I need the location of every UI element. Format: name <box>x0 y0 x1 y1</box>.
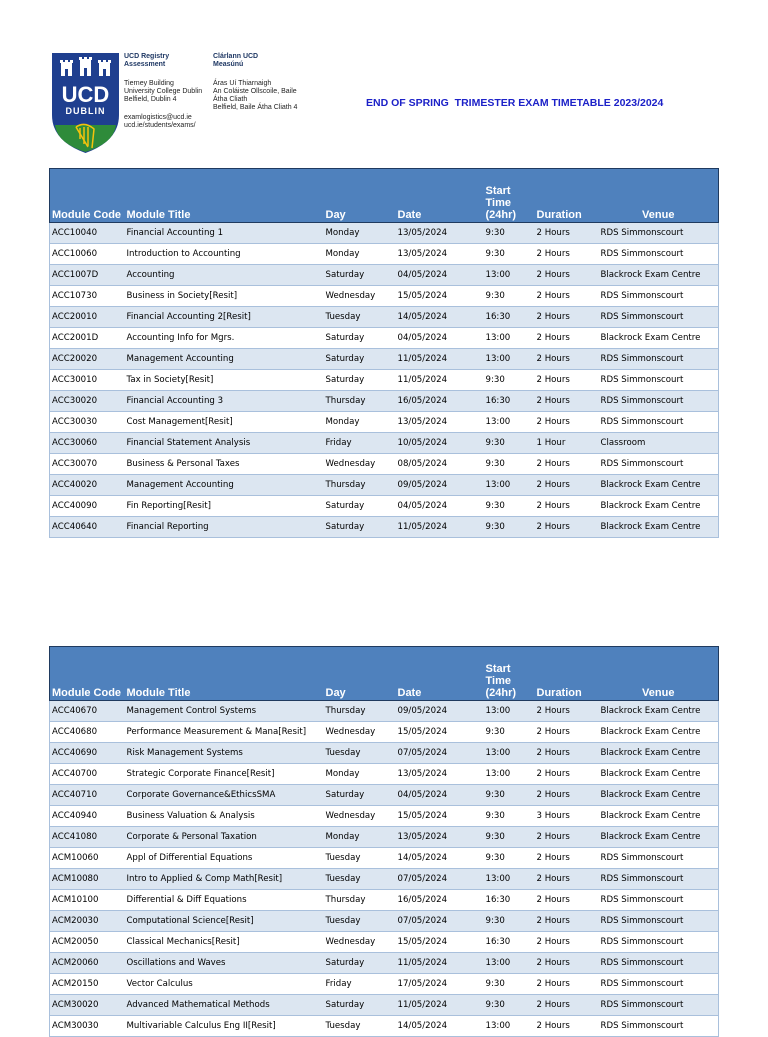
page-title: END OF SPRING TRIMESTER EXAM TIMETABLE 2023/2024 <box>366 97 664 109</box>
cell-module-code: ACM20150 <box>50 974 125 995</box>
cell-date: 15/05/2024 <box>396 722 484 743</box>
table-row <box>50 764 719 785</box>
table-row <box>50 349 719 370</box>
column-header-module-code: Module Code <box>50 647 125 701</box>
column-header-venue: Venue <box>599 647 719 701</box>
table-row <box>50 517 719 538</box>
cell-start-time: 13:00 <box>484 764 535 785</box>
cell-venue: RDS Simmonscourt <box>599 890 719 911</box>
cell-day: Saturday <box>324 265 396 286</box>
cell-date: 13/05/2024 <box>396 827 484 848</box>
cell-venue: RDS Simmonscourt <box>599 1016 719 1037</box>
cell-venue: RDS Simmonscourt <box>599 911 719 932</box>
cell-day: Thursday <box>324 701 396 722</box>
cell-start-time: 13:00 <box>484 953 535 974</box>
cell-venue: Blackrock Exam Centre <box>599 701 719 722</box>
cell-venue: Blackrock Exam Centre <box>599 722 719 743</box>
cell-module-title: Intro to Applied & Comp Math[Resit] <box>125 869 324 890</box>
cell-duration: 2 Hours <box>535 743 599 764</box>
cell-day: Saturday <box>324 496 396 517</box>
table-row <box>50 869 719 890</box>
cell-date: 04/05/2024 <box>396 328 484 349</box>
cell-day: Thursday <box>324 475 396 496</box>
cell-module-title: Business & Personal Taxes <box>125 454 324 475</box>
cell-duration: 2 Hours <box>535 370 599 391</box>
timetable-table-2 <box>49 646 719 1037</box>
cell-duration: 2 Hours <box>535 454 599 475</box>
table-row <box>50 391 719 412</box>
column-header-day: Day <box>324 647 396 701</box>
cell-start-time: 9:30 <box>484 454 535 475</box>
cell-module-code: ACC40670 <box>50 701 125 722</box>
cell-date: 11/05/2024 <box>396 370 484 391</box>
table-row <box>50 701 719 722</box>
cell-module-title: Business in Society[Resit] <box>125 286 324 307</box>
cell-date: 10/05/2024 <box>396 433 484 454</box>
cell-date: 13/05/2024 <box>396 244 484 265</box>
cell-day: Saturday <box>324 953 396 974</box>
cell-module-title: Computational Science[Resit] <box>125 911 324 932</box>
cell-module-title: Cost Management[Resit] <box>125 412 324 433</box>
cell-module-code: ACC20010 <box>50 307 125 328</box>
cell-duration: 2 Hours <box>535 265 599 286</box>
table-header-row <box>50 647 719 701</box>
cell-module-title: Differential & Diff Equations <box>125 890 324 911</box>
cell-date: 16/05/2024 <box>396 391 484 412</box>
cell-day: Tuesday <box>324 1016 396 1037</box>
column-header-venue: Venue <box>599 169 719 223</box>
cell-date: 07/05/2024 <box>396 743 484 764</box>
cell-module-code: ACC40700 <box>50 764 125 785</box>
cell-start-time: 13:00 <box>484 412 535 433</box>
cell-duration: 3 Hours <box>535 806 599 827</box>
cell-date: 14/05/2024 <box>396 1016 484 1037</box>
cell-module-title: Risk Management Systems <box>125 743 324 764</box>
column-header-module-title: Module Title <box>125 647 324 701</box>
cell-module-code: ACC1007D <box>50 265 125 286</box>
cell-module-code: ACC2001D <box>50 328 125 349</box>
cell-duration: 2 Hours <box>535 328 599 349</box>
cell-start-time: 13:00 <box>484 743 535 764</box>
cell-module-title: Business Valuation & Analysis <box>125 806 324 827</box>
cell-start-time: 9:30 <box>484 785 535 806</box>
cell-start-time: 13:00 <box>484 328 535 349</box>
cell-day: Wednesday <box>324 286 396 307</box>
cell-venue: RDS Simmonscourt <box>599 995 719 1016</box>
cell-day: Saturday <box>324 517 396 538</box>
cell-duration: 2 Hours <box>535 869 599 890</box>
cell-start-time: 16:30 <box>484 391 535 412</box>
cell-duration: 2 Hours <box>535 701 599 722</box>
cell-module-code: ACC30030 <box>50 412 125 433</box>
cell-module-code: ACM20050 <box>50 932 125 953</box>
table-row <box>50 496 719 517</box>
column-header-date: Date <box>396 169 484 223</box>
cell-duration: 2 Hours <box>535 244 599 265</box>
cell-module-title: Tax in Society[Resit] <box>125 370 324 391</box>
cell-day: Saturday <box>324 349 396 370</box>
table-row <box>50 806 719 827</box>
cell-module-title: Advanced Mathematical Methods <box>125 995 324 1016</box>
cell-day: Saturday <box>324 995 396 1016</box>
cell-venue: Blackrock Exam Centre <box>599 265 719 286</box>
cell-module-title: Oscillations and Waves <box>125 953 324 974</box>
cell-duration: 2 Hours <box>535 995 599 1016</box>
cell-start-time: 16:30 <box>484 307 535 328</box>
cell-venue: RDS Simmonscourt <box>599 869 719 890</box>
cell-module-title: Management Accounting <box>125 475 324 496</box>
cell-venue: Blackrock Exam Centre <box>599 328 719 349</box>
cell-module-code: ACC40690 <box>50 743 125 764</box>
column-header-duration: Duration <box>535 647 599 701</box>
cell-date: 08/05/2024 <box>396 454 484 475</box>
cell-venue: RDS Simmonscourt <box>599 953 719 974</box>
cell-module-title: Strategic Corporate Finance[Resit] <box>125 764 324 785</box>
cell-date: 15/05/2024 <box>396 806 484 827</box>
table-row <box>50 785 719 806</box>
cell-venue: RDS Simmonscourt <box>599 349 719 370</box>
cell-module-title: Introduction to Accounting <box>125 244 324 265</box>
cell-duration: 2 Hours <box>535 349 599 370</box>
registry-english-heading: UCD Registry Assessment <box>124 53 170 68</box>
cell-module-title: Corporate & Personal Taxation <box>125 827 324 848</box>
cell-day: Tuesday <box>324 307 396 328</box>
cell-module-code: ACC30070 <box>50 454 125 475</box>
cell-module-title: Financial Reporting <box>125 517 324 538</box>
cell-module-title: Management Accounting <box>125 349 324 370</box>
table-row <box>50 307 719 328</box>
cell-day: Wednesday <box>324 722 396 743</box>
contact-info: examlogistics@ucd.ie ucd.ie/students/exams/ <box>124 114 196 129</box>
cell-venue: Blackrock Exam Centre <box>599 806 719 827</box>
column-header-start-time: Start Time (24hr) <box>484 647 535 701</box>
table-row <box>50 286 719 307</box>
table-row <box>50 827 719 848</box>
cell-venue: Blackrock Exam Centre <box>599 517 719 538</box>
cell-day: Monday <box>324 827 396 848</box>
column-header-day: Day <box>324 169 396 223</box>
cell-module-title: Classical Mechanics[Resit] <box>125 932 324 953</box>
cell-module-title: Financial Accounting 1 <box>125 223 324 244</box>
cell-date: 07/05/2024 <box>396 911 484 932</box>
cell-module-code: ACC40020 <box>50 475 125 496</box>
cell-start-time: 13:00 <box>484 701 535 722</box>
cell-start-time: 9:30 <box>484 827 535 848</box>
cell-date: 16/05/2024 <box>396 890 484 911</box>
cell-module-code: ACM10100 <box>50 890 125 911</box>
cell-module-title: Management Control Systems <box>125 701 324 722</box>
cell-day: Thursday <box>324 391 396 412</box>
cell-day: Saturday <box>324 370 396 391</box>
cell-venue: Blackrock Exam Centre <box>599 475 719 496</box>
cell-date: 13/05/2024 <box>396 764 484 785</box>
cell-duration: 2 Hours <box>535 827 599 848</box>
cell-start-time: 9:30 <box>484 995 535 1016</box>
cell-date: 04/05/2024 <box>396 785 484 806</box>
cell-date: 11/05/2024 <box>396 349 484 370</box>
cell-day: Saturday <box>324 785 396 806</box>
cell-start-time: 13:00 <box>484 869 535 890</box>
cell-duration: 2 Hours <box>535 911 599 932</box>
cell-duration: 2 Hours <box>535 286 599 307</box>
cell-venue: RDS Simmonscourt <box>599 286 719 307</box>
cell-date: 14/05/2024 <box>396 307 484 328</box>
cell-date: 15/05/2024 <box>396 932 484 953</box>
cell-day: Tuesday <box>324 743 396 764</box>
cell-date: 07/05/2024 <box>396 869 484 890</box>
cell-start-time: 9:30 <box>484 370 535 391</box>
cell-start-time: 9:30 <box>484 974 535 995</box>
cell-duration: 2 Hours <box>535 785 599 806</box>
cell-venue: Classroom <box>599 433 719 454</box>
cell-module-code: ACC40710 <box>50 785 125 806</box>
cell-day: Tuesday <box>324 869 396 890</box>
cell-start-time: 9:30 <box>484 223 535 244</box>
cell-day: Monday <box>324 223 396 244</box>
column-header-start-time: Start Time (24hr) <box>484 169 535 223</box>
cell-module-title: Corporate Governance&EthicsSMA <box>125 785 324 806</box>
table-header-row <box>50 169 719 223</box>
cell-day: Tuesday <box>324 848 396 869</box>
cell-day: Wednesday <box>324 932 396 953</box>
column-header-date: Date <box>396 647 484 701</box>
cell-date: 17/05/2024 <box>396 974 484 995</box>
cell-duration: 2 Hours <box>535 890 599 911</box>
cell-module-code: ACC40680 <box>50 722 125 743</box>
cell-module-title: Multivariable Calculus Eng II[Resit] <box>125 1016 324 1037</box>
table-row <box>50 412 719 433</box>
cell-venue: RDS Simmonscourt <box>599 223 719 244</box>
cell-date: 14/05/2024 <box>396 848 484 869</box>
cell-module-title: Vector Calculus <box>125 974 324 995</box>
address-irish: Áras Uí Thiarnaigh An Coláiste Ollscoile, Baile Átha Cliath Belfield, Baile Átha Cliath 4 <box>213 80 298 111</box>
cell-day: Monday <box>324 412 396 433</box>
cell-venue: RDS Simmonscourt <box>599 244 719 265</box>
logo-dublin-text: DUBLIN <box>65 106 106 116</box>
table-row <box>50 995 719 1016</box>
cell-venue: RDS Simmonscourt <box>599 848 719 869</box>
cell-module-title: Accounting <box>125 265 324 286</box>
table-row <box>50 475 719 496</box>
cell-module-title: Accounting Info for Mgrs. <box>125 328 324 349</box>
cell-venue: Blackrock Exam Centre <box>599 827 719 848</box>
cell-date: 04/05/2024 <box>396 265 484 286</box>
cell-venue: Blackrock Exam Centre <box>599 743 719 764</box>
cell-module-title: Financial Accounting 3 <box>125 391 324 412</box>
table-row <box>50 743 719 764</box>
table-row <box>50 454 719 475</box>
table-row <box>50 974 719 995</box>
cell-date: 11/05/2024 <box>396 995 484 1016</box>
cell-duration: 2 Hours <box>535 974 599 995</box>
cell-duration: 2 Hours <box>535 722 599 743</box>
cell-start-time: 16:30 <box>484 890 535 911</box>
cell-start-time: 9:30 <box>484 496 535 517</box>
cell-venue: RDS Simmonscourt <box>599 307 719 328</box>
table-row <box>50 244 719 265</box>
table-row <box>50 265 719 286</box>
cell-day: Wednesday <box>324 806 396 827</box>
cell-duration: 1 Hour <box>535 433 599 454</box>
cell-start-time: 13:00 <box>484 1016 535 1037</box>
cell-start-time: 9:30 <box>484 722 535 743</box>
address-english: Tierney Building University College Dublin Belfield, Dublin 4 <box>124 80 203 103</box>
cell-day: Wednesday <box>324 454 396 475</box>
cell-venue: RDS Simmonscourt <box>599 454 719 475</box>
column-header-module-title: Module Title <box>125 169 324 223</box>
cell-module-title: Fin Reporting[Resit] <box>125 496 324 517</box>
cell-date: 09/05/2024 <box>396 701 484 722</box>
cell-date: 15/05/2024 <box>396 286 484 307</box>
table-row <box>50 223 719 244</box>
cell-date: 09/05/2024 <box>396 475 484 496</box>
cell-module-code: ACC10730 <box>50 286 125 307</box>
cell-start-time: 9:30 <box>484 433 535 454</box>
timetable-table-1 <box>49 168 719 538</box>
table-row <box>50 932 719 953</box>
cell-venue: Blackrock Exam Centre <box>599 496 719 517</box>
cell-module-code: ACM30020 <box>50 995 125 1016</box>
cell-module-code: ACM20060 <box>50 953 125 974</box>
cell-day: Monday <box>324 244 396 265</box>
column-header-module-code: Module Code <box>50 169 125 223</box>
cell-date: 11/05/2024 <box>396 517 484 538</box>
table-row <box>50 433 719 454</box>
cell-start-time: 9:30 <box>484 244 535 265</box>
cell-duration: 2 Hours <box>535 223 599 244</box>
cell-module-code: ACM30030 <box>50 1016 125 1037</box>
table-row <box>50 953 719 974</box>
cell-venue: Blackrock Exam Centre <box>599 785 719 806</box>
cell-module-code: ACM10080 <box>50 869 125 890</box>
cell-start-time: 9:30 <box>484 286 535 307</box>
registry-irish-heading: Clárlann UCD Measúnú <box>213 53 259 68</box>
table-row <box>50 722 719 743</box>
cell-day: Thursday <box>324 890 396 911</box>
cell-duration: 2 Hours <box>535 953 599 974</box>
cell-date: 13/05/2024 <box>396 223 484 244</box>
cell-start-time: 13:00 <box>484 265 535 286</box>
cell-module-code: ACC10040 <box>50 223 125 244</box>
table-row <box>50 328 719 349</box>
cell-venue: RDS Simmonscourt <box>599 932 719 953</box>
cell-module-title: Financial Statement Analysis <box>125 433 324 454</box>
logo-ucd-text: UCD <box>61 82 110 107</box>
table-row <box>50 1016 719 1037</box>
cell-start-time: 9:30 <box>484 806 535 827</box>
cell-date: 11/05/2024 <box>396 953 484 974</box>
cell-duration: 2 Hours <box>535 475 599 496</box>
cell-duration: 2 Hours <box>535 412 599 433</box>
cell-module-code: ACM20030 <box>50 911 125 932</box>
cell-start-time: 13:00 <box>484 349 535 370</box>
cell-start-time: 9:30 <box>484 848 535 869</box>
cell-duration: 2 Hours <box>535 517 599 538</box>
cell-day: Saturday <box>324 328 396 349</box>
cell-duration: 2 Hours <box>535 307 599 328</box>
cell-module-title: Financial Accounting 2[Resit] <box>125 307 324 328</box>
cell-duration: 2 Hours <box>535 391 599 412</box>
cell-module-title: Appl of Differential Equations <box>125 848 324 869</box>
cell-module-code: ACC40940 <box>50 806 125 827</box>
cell-start-time: 16:30 <box>484 932 535 953</box>
table-row <box>50 911 719 932</box>
cell-module-code: ACC20020 <box>50 349 125 370</box>
cell-date: 13/05/2024 <box>396 412 484 433</box>
cell-duration: 2 Hours <box>535 764 599 785</box>
table-row <box>50 890 719 911</box>
cell-venue: RDS Simmonscourt <box>599 412 719 433</box>
cell-module-title: Performance Measurement & Mana[Resit] <box>125 722 324 743</box>
table-row <box>50 848 719 869</box>
cell-day: Friday <box>324 433 396 454</box>
cell-module-code: ACC40640 <box>50 517 125 538</box>
cell-start-time: 13:00 <box>484 475 535 496</box>
cell-day: Monday <box>324 764 396 785</box>
cell-venue: RDS Simmonscourt <box>599 370 719 391</box>
cell-duration: 2 Hours <box>535 848 599 869</box>
cell-start-time: 9:30 <box>484 517 535 538</box>
cell-module-code: ACC30060 <box>50 433 125 454</box>
cell-module-code: ACC30010 <box>50 370 125 391</box>
cell-day: Tuesday <box>324 911 396 932</box>
cell-module-code: ACC10060 <box>50 244 125 265</box>
cell-module-code: ACM10060 <box>50 848 125 869</box>
cell-start-time: 9:30 <box>484 911 535 932</box>
cell-date: 04/05/2024 <box>396 496 484 517</box>
cell-duration: 2 Hours <box>535 932 599 953</box>
column-header-duration: Duration <box>535 169 599 223</box>
cell-module-code: ACC40090 <box>50 496 125 517</box>
cell-duration: 2 Hours <box>535 1016 599 1037</box>
cell-day: Friday <box>324 974 396 995</box>
cell-module-code: ACC30020 <box>50 391 125 412</box>
cell-venue: RDS Simmonscourt <box>599 974 719 995</box>
ucd-logo <box>52 53 119 153</box>
cell-venue: RDS Simmonscourt <box>599 391 719 412</box>
cell-venue: Blackrock Exam Centre <box>599 764 719 785</box>
cell-module-code: ACC41080 <box>50 827 125 848</box>
cell-duration: 2 Hours <box>535 496 599 517</box>
table-row <box>50 370 719 391</box>
